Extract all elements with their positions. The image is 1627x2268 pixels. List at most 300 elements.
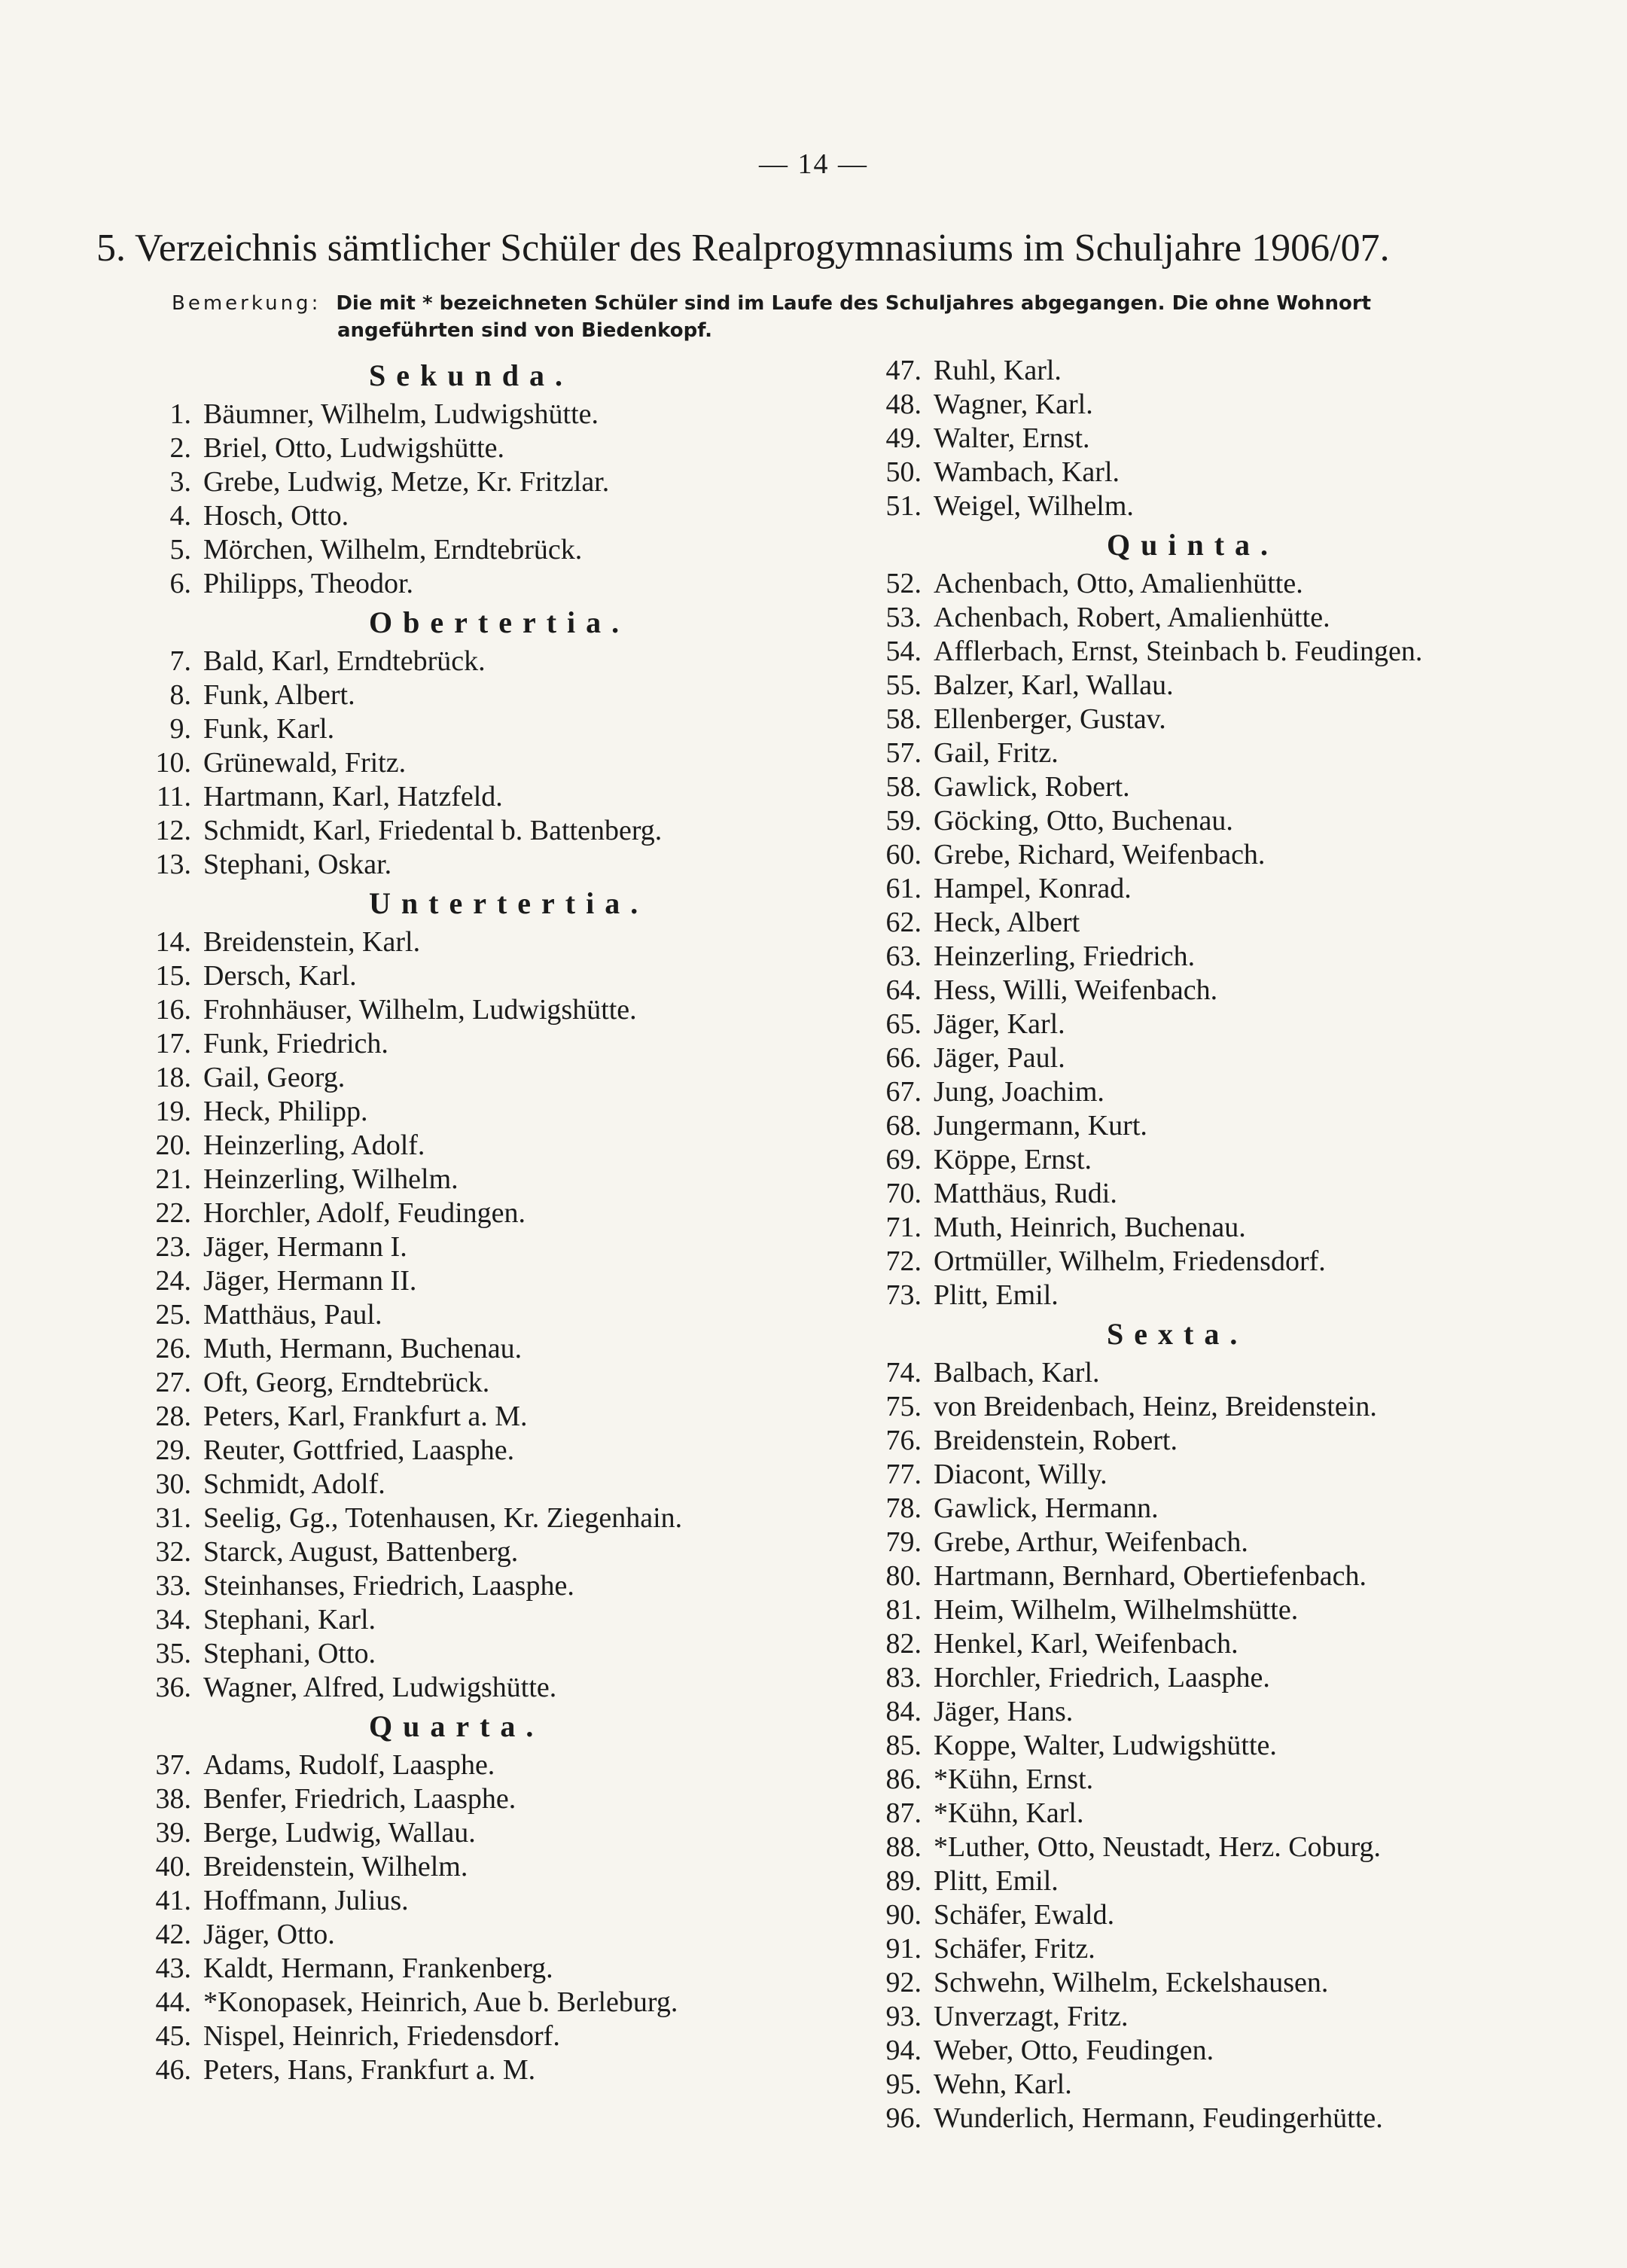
student-name: Stephani, Otto. — [203, 1638, 376, 1669]
student-name: Bäumner, Wilhelm, Ludwigshütte. — [203, 398, 599, 430]
student-number: 69. — [885, 1144, 922, 1175]
student-number: 58. — [885, 703, 922, 735]
student-number: 61. — [885, 873, 922, 904]
student-name: Jäger, Otto. — [203, 1919, 335, 1950]
student-number: 67. — [885, 1076, 922, 1108]
student-row — [128, 1332, 806, 1366]
student-name: Achenbach, Robert, Amalienhütte. — [934, 602, 1330, 633]
student-row — [128, 645, 806, 678]
student-name: Matthäus, Rudi. — [934, 1178, 1117, 1209]
student-number: 76. — [885, 1425, 922, 1456]
section-quarta — [128, 1708, 806, 2087]
student-name: Diacont, Willy. — [934, 1459, 1108, 1490]
student-name: Steinhanses, Friedrich, Laasphe. — [203, 1570, 574, 1602]
student-number: 27. — [155, 1367, 191, 1398]
student-number: 36. — [155, 1672, 191, 1703]
student-row — [858, 601, 1536, 635]
student-number: 28. — [155, 1401, 191, 1432]
student-name: Schmidt, Karl, Friedental b. Battenberg. — [203, 815, 663, 846]
student-name: Balzer, Karl, Wallau. — [934, 669, 1174, 701]
student-number: 64. — [885, 974, 922, 1006]
student-row — [128, 925, 806, 959]
student-row — [128, 1095, 806, 1129]
student-name: Hess, Willi, Weifenbach. — [934, 974, 1218, 1006]
student-row — [858, 1075, 1536, 1109]
student-number: 92. — [885, 1967, 922, 1998]
student-number: 10. — [155, 747, 191, 779]
section-quarta-continued — [858, 354, 1536, 523]
right-column — [858, 354, 1536, 2135]
student-number: 8. — [169, 679, 191, 711]
student-number: 70. — [885, 1178, 922, 1209]
student-row — [128, 1264, 806, 1298]
student-row — [128, 1748, 806, 1782]
student-row — [858, 354, 1536, 388]
student-name: Jung, Joachim. — [934, 1076, 1104, 1108]
student-row — [858, 1458, 1536, 1492]
student-name: Grebe, Richard, Weifenbach. — [934, 839, 1266, 870]
student-name: Breidenstein, Robert. — [934, 1425, 1178, 1456]
student-number: 19. — [155, 1096, 191, 1127]
student-name: Reuter, Gottfried, Laasphe. — [203, 1434, 515, 1466]
student-name: Plitt, Emil. — [934, 1279, 1059, 1311]
student-row — [858, 1492, 1536, 1526]
student-name: Gail, Georg. — [203, 1062, 346, 1093]
student-number: 42. — [155, 1919, 191, 1950]
student-name: Schäfer, Fritz. — [934, 1933, 1095, 1965]
section-untertertia — [128, 885, 806, 1705]
student-row — [128, 1298, 806, 1332]
student-name: Jäger, Karl. — [934, 1008, 1065, 1040]
student-name: Balbach, Karl. — [934, 1357, 1100, 1389]
student-name: Jungermann, Kurt. — [934, 1110, 1147, 1142]
student-name: Weber, Otto, Feudingen. — [934, 2035, 1214, 2066]
student-name: Horchler, Adolf, Feudingen. — [203, 1197, 526, 1229]
student-name: Henkel, Karl, Weifenbach. — [934, 1628, 1239, 1660]
student-name: Grebe, Ludwig, Metze, Kr. Fritzlar. — [203, 466, 610, 498]
student-row — [858, 940, 1536, 974]
student-number: 88. — [885, 1831, 922, 1863]
student-row — [858, 1526, 1536, 1559]
student-row — [858, 1797, 1536, 1831]
student-row — [128, 1230, 806, 1264]
student-row — [128, 1535, 806, 1569]
student-row — [858, 388, 1536, 422]
section-heading-sekunda: Sekunda. — [369, 358, 573, 392]
student-name: Schwehn, Wilhelm, Eckelshausen. — [934, 1967, 1329, 1998]
section-sekunda — [128, 357, 806, 601]
student-number: 84. — [885, 1696, 922, 1727]
student-name: Heinzerling, Friedrich. — [934, 940, 1196, 972]
student-number: 6. — [169, 568, 191, 599]
student-number: 50. — [885, 456, 922, 488]
student-number: 91. — [885, 1933, 922, 1965]
section-heading-obertertia: Obertertia. — [369, 605, 630, 639]
student-number: 5. — [169, 534, 191, 565]
student-number: 79. — [885, 1526, 922, 1558]
student-number: 43. — [155, 1952, 191, 1984]
student-number: 71. — [885, 1212, 922, 1243]
student-name: Ellenberger, Gustav. — [934, 703, 1166, 735]
student-row — [858, 872, 1536, 906]
student-number: 59. — [885, 805, 922, 837]
student-row — [858, 1279, 1536, 1312]
student-row — [128, 1671, 806, 1705]
student-row — [128, 1782, 806, 1816]
remark — [172, 290, 1580, 344]
student-name: Weigel, Wilhelm. — [934, 490, 1134, 522]
student-row — [858, 1763, 1536, 1797]
student-number: 47. — [885, 355, 922, 386]
student-row — [128, 993, 806, 1027]
student-name: Berge, Ludwig, Wallau. — [203, 1817, 476, 1849]
student-name: Mörchen, Wilhelm, Erndtebrück. — [203, 534, 583, 565]
student-name: Jäger, Hans. — [934, 1696, 1074, 1727]
student-row — [128, 959, 806, 993]
student-row — [858, 1627, 1536, 1661]
student-row — [128, 712, 806, 746]
student-row — [128, 431, 806, 465]
student-row — [858, 838, 1536, 872]
student-row — [858, 974, 1536, 1007]
student-row — [858, 804, 1536, 838]
student-number: 20. — [155, 1129, 191, 1161]
student-number: 38. — [155, 1783, 191, 1815]
student-name: Schäfer, Ewald. — [934, 1899, 1115, 1931]
student-row — [128, 1027, 806, 1061]
student-number: 26. — [155, 1333, 191, 1364]
student-row — [128, 2020, 806, 2053]
section-heading-untertertia: Untertertia. — [369, 886, 649, 920]
student-number: 89. — [885, 1865, 922, 1897]
student-row — [858, 1007, 1536, 1041]
student-number: 77. — [885, 1459, 922, 1490]
student-name: Wagner, Karl. — [934, 389, 1093, 420]
student-row — [858, 1211, 1536, 1245]
student-number: 63. — [885, 940, 922, 972]
student-name: von Breidenbach, Heinz, Breidenstein. — [934, 1391, 1377, 1422]
student-number: 24. — [155, 1265, 191, 1297]
student-number: 96. — [885, 2102, 922, 2134]
student-name: *Kühn, Ernst. — [934, 1763, 1094, 1795]
student-number: 85. — [885, 1730, 922, 1761]
student-number: 3. — [169, 466, 191, 498]
student-row — [858, 736, 1536, 770]
student-name: *Luther, Otto, Neustadt, Herz. Coburg. — [934, 1831, 1382, 1863]
student-number: 52. — [885, 568, 922, 599]
student-number: 94. — [885, 2035, 922, 2066]
student-number: 32. — [155, 1536, 191, 1568]
student-name: Stephani, Karl. — [203, 1604, 376, 1635]
student-row — [858, 1177, 1536, 1211]
student-number: 2. — [169, 432, 191, 464]
student-row — [858, 1729, 1536, 1763]
remark-label: Bemerkung: — [172, 292, 321, 315]
student-row — [128, 746, 806, 780]
student-name: Koppe, Walter, Ludwigshütte. — [934, 1730, 1277, 1761]
remark-text-line1: Die mit * bezeichneten Schüler sind im Laufe des Schuljahres abgegangen. Die ohne Wohnort — [336, 292, 1372, 315]
student-row — [128, 1129, 806, 1163]
student-name: Muth, Heinrich, Buchenau. — [934, 1212, 1246, 1243]
student-row — [128, 1434, 806, 1468]
student-row — [128, 1468, 806, 1501]
student-name: Stephani, Oskar. — [203, 849, 392, 880]
student-number: 90. — [885, 1899, 922, 1931]
student-name: Bald, Karl, Erndtebrück. — [203, 645, 486, 677]
student-name: Funk, Friedrich. — [203, 1028, 388, 1059]
student-name: Plitt, Emil. — [934, 1865, 1059, 1897]
student-row — [128, 1952, 806, 1986]
student-number: 1. — [169, 398, 191, 430]
student-row — [128, 2053, 806, 2087]
student-row — [128, 1163, 806, 1196]
student-name: Kaldt, Hermann, Frankenberg. — [203, 1952, 553, 1984]
student-name: Köppe, Ernst. — [934, 1144, 1092, 1175]
student-name: Breidenstein, Wilhelm. — [203, 1851, 468, 1882]
student-number: 53. — [885, 602, 922, 633]
student-number: 15. — [155, 960, 191, 992]
student-number: 87. — [885, 1797, 922, 1829]
student-number: 57. — [885, 737, 922, 769]
student-name: Breidenstein, Karl. — [203, 926, 421, 958]
student-row — [858, 1245, 1536, 1279]
student-number: 13. — [155, 849, 191, 880]
student-row — [128, 1196, 806, 1230]
student-name: Matthäus, Paul. — [203, 1299, 382, 1331]
student-name: Wehn, Karl. — [934, 2068, 1072, 2100]
student-row — [128, 1569, 806, 1603]
student-number: 60. — [885, 839, 922, 870]
student-row — [858, 1898, 1536, 1932]
student-number: 73. — [885, 1279, 922, 1311]
student-name: Hartmann, Bernhard, Obertiefenbach. — [934, 1560, 1367, 1592]
student-number: 18. — [155, 1062, 191, 1093]
section-obertertia — [128, 604, 806, 882]
student-row — [128, 678, 806, 712]
student-name: Benfer, Friedrich, Laasphe. — [203, 1783, 516, 1815]
student-row — [858, 1661, 1536, 1695]
student-number: 40. — [155, 1851, 191, 1882]
student-name: Gawlick, Robert. — [934, 771, 1130, 803]
student-number: 83. — [885, 1662, 922, 1693]
student-number: 86. — [885, 1763, 922, 1795]
student-row — [858, 1559, 1536, 1593]
student-name: Oft, Georg, Erndtebrück. — [203, 1367, 490, 1398]
student-row — [858, 1864, 1536, 1898]
student-name: Ortmüller, Wilhelm, Friedensdorf. — [934, 1245, 1326, 1277]
student-name: Hoffmann, Julius. — [203, 1885, 409, 1916]
student-number: 66. — [885, 1042, 922, 1074]
student-name: Grebe, Arthur, Weifenbach. — [934, 1526, 1248, 1558]
student-name: Schmidt, Adolf. — [203, 1468, 385, 1500]
student-row — [128, 499, 806, 533]
student-name: Peters, Hans, Frankfurt a. M. — [203, 2054, 536, 2086]
student-number: 23. — [155, 1231, 191, 1263]
student-name: Jäger, Hermann I. — [203, 1231, 407, 1263]
student-name: *Kühn, Karl. — [934, 1797, 1084, 1829]
student-row — [128, 533, 806, 567]
student-number: 46. — [155, 2054, 191, 2086]
student-row — [128, 1061, 806, 1095]
student-row — [858, 1831, 1536, 1864]
student-name: Unverzagt, Fritz. — [934, 2001, 1129, 2032]
student-name: Frohnhäuser, Wilhelm, Ludwigshütte. — [203, 994, 637, 1026]
student-row — [858, 422, 1536, 456]
student-row — [128, 1850, 806, 1884]
student-number: 35. — [155, 1638, 191, 1669]
student-name: Heinzerling, Wilhelm. — [203, 1163, 459, 1195]
student-name: Hartmann, Karl, Hatzfeld. — [203, 781, 503, 812]
student-name: Jäger, Hermann II. — [203, 1265, 417, 1297]
student-row — [128, 1918, 806, 1952]
remark-text-line2: angeführten sind von Biedenkopf. — [337, 319, 712, 342]
page-title: 5. Verzeichnis sämtlicher Schüler des Realprogymnasiums im Schuljahre 1906/07. — [96, 227, 1390, 270]
student-name: Philipps, Theodor. — [203, 568, 414, 599]
student-row — [858, 489, 1536, 523]
student-number: 11. — [156, 781, 191, 812]
student-number: 82. — [885, 1628, 922, 1660]
student-name: Starck, August, Battenberg. — [203, 1536, 519, 1568]
student-row — [128, 1366, 806, 1400]
student-row — [128, 398, 806, 431]
student-number: 80. — [885, 1560, 922, 1592]
student-name: Adams, Rudolf, Laasphe. — [203, 1749, 495, 1781]
student-row — [858, 2102, 1536, 2135]
student-number: 93. — [885, 2001, 922, 2032]
student-row — [858, 669, 1536, 703]
student-row — [858, 456, 1536, 489]
student-row — [128, 1400, 806, 1434]
student-name: Hampel, Konrad. — [934, 873, 1132, 904]
student-number: 54. — [885, 636, 922, 667]
section-heading-sexta: Sexta. — [1107, 1317, 1248, 1351]
student-number: 68. — [885, 1110, 922, 1142]
student-row — [128, 780, 806, 814]
student-name: Walter, Ernst. — [934, 422, 1090, 454]
student-row — [128, 465, 806, 499]
student-number: 4. — [169, 500, 191, 532]
student-number: 14. — [155, 926, 191, 958]
student-row — [128, 1816, 806, 1850]
student-name: Wunderlich, Hermann, Feudingerhütte. — [934, 2102, 1383, 2134]
student-name: Jäger, Paul. — [934, 1042, 1065, 1074]
student-name: Funk, Albert. — [203, 679, 355, 711]
student-number: 39. — [155, 1817, 191, 1849]
student-row — [128, 848, 806, 882]
student-name: Ruhl, Karl. — [934, 355, 1062, 386]
student-name: Heim, Wilhelm, Wilhelmshütte. — [934, 1594, 1299, 1626]
student-name: Achenbach, Otto, Amalienhütte. — [934, 568, 1303, 599]
student-row — [128, 1501, 806, 1535]
student-row — [858, 635, 1536, 669]
student-row — [858, 1593, 1536, 1627]
student-name: Heck, Philipp. — [203, 1096, 368, 1127]
student-name: *Konopasek, Heinrich, Aue b. Berleburg. — [203, 1986, 678, 2018]
student-name: Heinzerling, Adolf. — [203, 1129, 425, 1161]
student-number: 95. — [885, 2068, 922, 2100]
student-number: 21. — [155, 1163, 191, 1195]
student-name: Afflerbach, Ernst, Steinbach b. Feudingen. — [934, 636, 1423, 667]
student-name: Briel, Otto, Ludwigshütte. — [203, 432, 505, 464]
student-number: 62. — [885, 907, 922, 938]
student-row — [858, 1143, 1536, 1177]
student-name: Hosch, Otto. — [203, 500, 349, 532]
student-name: Göcking, Otto, Buchenau. — [934, 805, 1233, 837]
student-row — [128, 1603, 806, 1637]
left-column — [128, 354, 806, 2087]
student-number: 72. — [885, 1245, 922, 1277]
student-number: 48. — [885, 389, 922, 420]
student-row — [128, 1884, 806, 1918]
student-row — [858, 770, 1536, 804]
student-row — [128, 814, 806, 848]
student-number: 29. — [155, 1434, 191, 1466]
student-name: Dersch, Karl. — [203, 960, 357, 992]
student-name: Muth, Hermann, Buchenau. — [203, 1333, 523, 1364]
student-name: Horchler, Friedrich, Laasphe. — [934, 1662, 1270, 1693]
student-row — [858, 2000, 1536, 2034]
student-number: 22. — [155, 1197, 191, 1229]
page-number: — 14 — — [759, 148, 868, 180]
student-row — [128, 1986, 806, 2020]
student-number: 81. — [885, 1594, 922, 1626]
student-number: 9. — [169, 713, 191, 745]
section-heading-quarta: Quarta. — [369, 1709, 544, 1743]
student-row — [858, 567, 1536, 601]
student-number: 65. — [885, 1008, 922, 1040]
student-number: 34. — [155, 1604, 191, 1635]
section-quinta — [858, 526, 1536, 1312]
student-row — [858, 1424, 1536, 1458]
student-row — [858, 1041, 1536, 1075]
student-name: Funk, Karl. — [203, 713, 335, 745]
student-name: Wambach, Karl. — [934, 456, 1120, 488]
student-number: 41. — [155, 1885, 191, 1916]
student-number: 58. — [885, 771, 922, 803]
section-heading-quinta: Quinta. — [1107, 528, 1279, 562]
student-number: 49. — [885, 422, 922, 454]
student-number: 37. — [155, 1749, 191, 1781]
student-row — [858, 2034, 1536, 2068]
student-row — [858, 703, 1536, 736]
student-name: Seelig, Gg., Totenhausen, Kr. Ziegenhain. — [203, 1502, 683, 1534]
student-number: 16. — [155, 994, 191, 1026]
student-row — [858, 1966, 1536, 2000]
student-number: 17. — [155, 1028, 191, 1059]
student-number: 74. — [885, 1357, 922, 1389]
student-name: Heck, Albert — [934, 907, 1080, 938]
student-number: 44. — [155, 1986, 191, 2018]
student-number: 31. — [155, 1502, 191, 1534]
student-row — [858, 1390, 1536, 1424]
student-number: 75. — [885, 1391, 922, 1422]
student-row — [858, 2068, 1536, 2102]
student-row — [858, 906, 1536, 940]
student-row — [858, 1356, 1536, 1390]
student-name: Nispel, Heinrich, Friedensdorf. — [203, 2020, 560, 2052]
student-name: Gawlick, Hermann. — [934, 1492, 1159, 1524]
student-name: Wagner, Alfred, Ludwigshütte. — [203, 1672, 557, 1703]
student-number: 30. — [155, 1468, 191, 1500]
student-row — [858, 1109, 1536, 1143]
student-name: Grünewald, Fritz. — [203, 747, 407, 779]
student-number: 78. — [885, 1492, 922, 1524]
student-row — [858, 1695, 1536, 1729]
student-number: 51. — [885, 490, 922, 522]
student-number: 7. — [169, 645, 191, 677]
student-name: Peters, Karl, Frankfurt a. M. — [203, 1401, 528, 1432]
student-row — [128, 567, 806, 601]
